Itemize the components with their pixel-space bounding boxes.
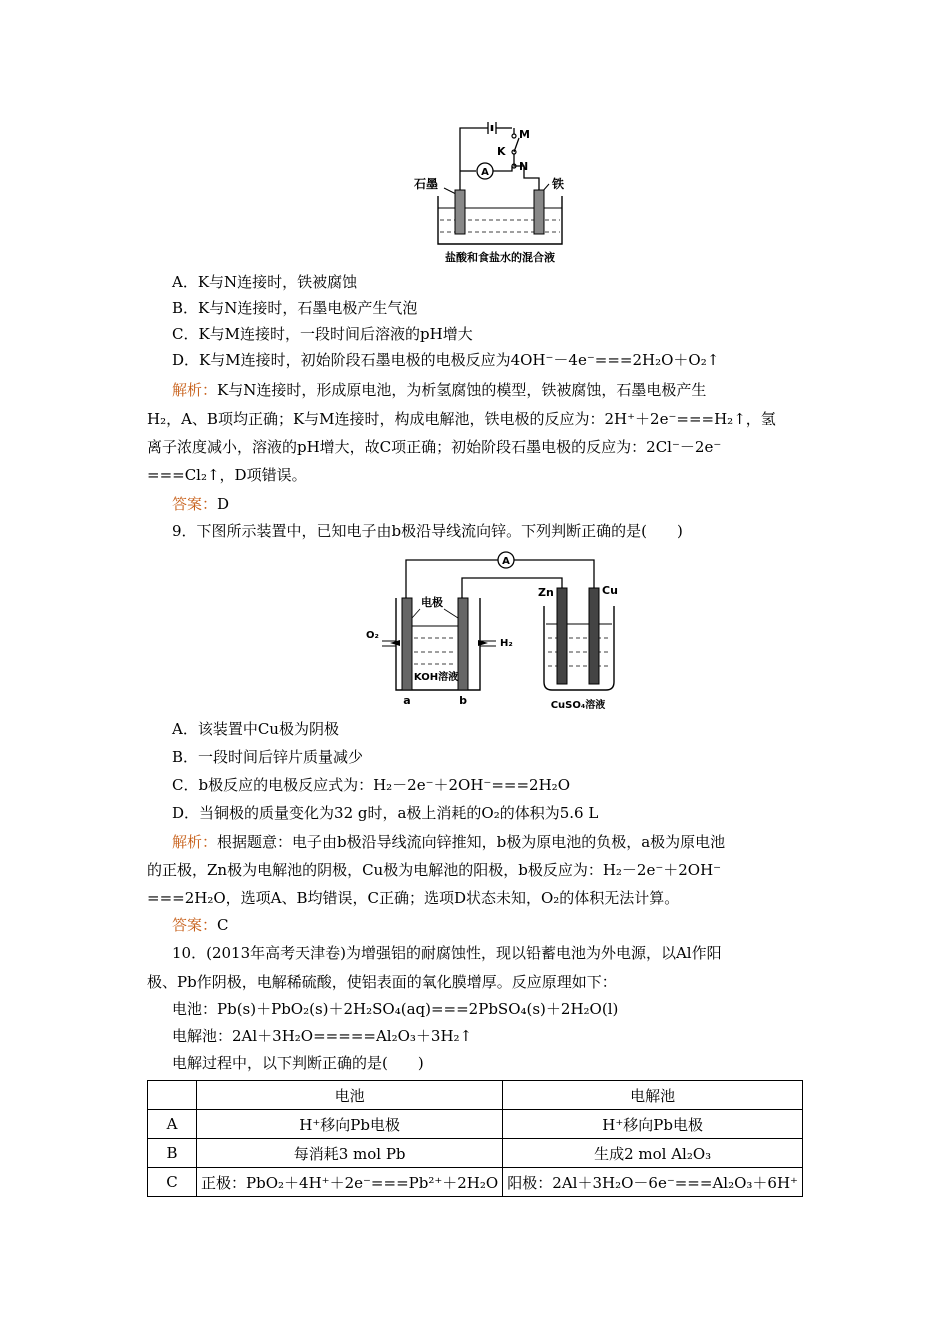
q8-option-d: D．K与M连接时，初始阶段石墨电极的电极反应为4OH⁻－4e⁻===2H₂O＋O₂↑ xyxy=(172,351,720,369)
ammeter-label-2: A xyxy=(502,556,510,567)
table-header-cell: 电解池 xyxy=(503,1081,803,1110)
table-row xyxy=(148,1168,803,1197)
iron-electrode xyxy=(534,190,544,234)
q8-answer-line xyxy=(172,493,229,515)
label-zn: Zn xyxy=(538,586,554,599)
q9-analysis-label: 解析： xyxy=(172,833,218,851)
q8-answer-value: D xyxy=(217,495,230,513)
label-m: M xyxy=(519,128,530,141)
q10-stem-line-1: 10．(2013年高考天津卷)为增强铝的耐腐蚀性，现以铅蓄电池为外电源，以Al作阳 xyxy=(172,944,722,962)
q10-stem-line-2: 极、Pb作阴极，电解稀硫酸，使铝表面的氧化膜增厚。反应原理如下： xyxy=(147,973,617,991)
label-k: K xyxy=(497,145,506,158)
q9-answer-line xyxy=(172,914,229,936)
q10-answer-table xyxy=(147,1080,803,1197)
label-cu: Cu xyxy=(602,584,618,597)
q9-answer-label: 答案： xyxy=(172,916,218,934)
cu-electrode xyxy=(589,588,599,684)
table-cell: B xyxy=(148,1139,197,1168)
graphite-electrode xyxy=(455,190,465,234)
table-header-row xyxy=(148,1081,803,1110)
label-cuso4: CuSO₄溶液 xyxy=(550,700,606,711)
q8-option-a: A．K与N连接时，铁被腐蚀 xyxy=(172,273,358,291)
table-cell: C xyxy=(148,1168,197,1197)
label-o2: O₂ xyxy=(366,630,379,641)
q8-analysis-line-3: 离子浓度减小，溶液的pH增大，故C项正确；初始阶段石墨电极的反应为：2Cl⁻－2e⁻ xyxy=(147,438,722,456)
zn-electrode xyxy=(557,588,567,684)
q8-option-c: C．K与M连接时，一段时间后溶液的pH增大 xyxy=(172,325,473,343)
q9-option-a: A．该装置中Cu极为阴极 xyxy=(172,720,339,738)
table-cell: 阳极：2Al＋3H₂O－6e⁻===Al₂O₃＋6H⁺ xyxy=(503,1168,803,1197)
q9-analysis-text-1: 根据题意：电子由b极沿导线流向锌推知，b极为原电池的负极，a极为原电池 xyxy=(217,833,726,851)
q8-answer-label: 答案： xyxy=(172,495,218,513)
q8-analysis-line-4: ===Cl₂↑，D项错误。 xyxy=(147,466,307,484)
table-cell: 生成2 mol Al₂O₃ xyxy=(503,1139,803,1168)
q9-analysis-line-3: ===2H₂O，选项A、B均错误，C正确；选项D状态未知，O₂的体积无法计算。 xyxy=(147,889,680,907)
table-cell: 正极：PbO₂＋4H⁺＋2e⁻===Pb²⁺＋2H₂O xyxy=(197,1168,503,1197)
table-cell: 每消耗3 mol Pb xyxy=(197,1139,503,1168)
table-cell: A xyxy=(148,1110,197,1139)
q8-analysis-line-2: H₂，A、B项均正确；K与M连接时，构成电解池，铁电极的反应为：2H⁺＋2e⁻===H₂↑，氢 xyxy=(147,410,776,428)
q8-analysis-text-1: K与N连接时，形成原电池，为析氢腐蚀的模型，铁被腐蚀，石墨电极产生 xyxy=(217,381,707,399)
q8-option-b: B．K与N连接时，石墨电极产生气泡 xyxy=(172,299,418,317)
q9-analysis-line-2: 的正极，Zn极为电解池的阴极，Cu极为电解池的阳极，b极反应为：H₂－2e⁻＋2OH⁻ xyxy=(147,861,722,879)
table-header-cell xyxy=(148,1081,197,1110)
q8-analysis-line-1 xyxy=(172,379,706,401)
q10-question: 电解过程中，以下判断正确的是( ) xyxy=(172,1054,424,1072)
label-b: b xyxy=(459,694,467,707)
q10-electrolysis-reaction: 电解池：2Al＋3H₂O=====Al₂O₃＋3H₂↑ xyxy=(172,1027,473,1045)
table-cell: H⁺移向Pb电极 xyxy=(197,1110,503,1139)
label-graphite: 石墨 xyxy=(414,177,439,191)
label-iron: 铁 xyxy=(552,177,565,191)
table-row xyxy=(148,1110,803,1139)
label-electrode: 电极 xyxy=(421,596,443,609)
q9-answer-value: C xyxy=(217,916,229,934)
q9-option-c: C．b极反应的电极反应式为：H₂－2e⁻＋2OH⁻===2H₂O xyxy=(172,776,570,794)
figure-graphite-iron-cell xyxy=(404,118,574,266)
label-h2: H₂ xyxy=(500,638,513,649)
ammeter-label: A xyxy=(481,167,489,178)
label-koh: KOH溶液 xyxy=(413,672,459,683)
label-n: N xyxy=(519,160,529,173)
table-header-cell: 电池 xyxy=(197,1081,503,1110)
table-row xyxy=(148,1139,803,1168)
q9-option-d: D．当铜极的质量变化为32 g时，a极上消耗的O₂的体积为5.6 L xyxy=(172,804,599,822)
q9-analysis-line-1 xyxy=(172,831,725,853)
q8-analysis-label: 解析： xyxy=(172,381,218,399)
label-a: a xyxy=(403,694,411,707)
q9-option-b: B．一段时间后锌片质量减少 xyxy=(172,748,364,766)
figure1-caption: 盐酸和食盐水的混合液 xyxy=(445,251,555,264)
q10-battery-reaction: 电池：Pb(s)＋PbO₂(s)＋2H₂SO₄(aq)===2PbSO₄(s)＋2H₂O(l) xyxy=(172,1000,619,1018)
q9-stem: 9．下图所示装置中，已知电子由b极沿导线流向锌。下列判断正确的是( ) xyxy=(172,522,683,540)
figure-fuel-cell-electrolysis xyxy=(362,546,622,716)
table-cell: H⁺移向Pb电极 xyxy=(503,1110,803,1139)
